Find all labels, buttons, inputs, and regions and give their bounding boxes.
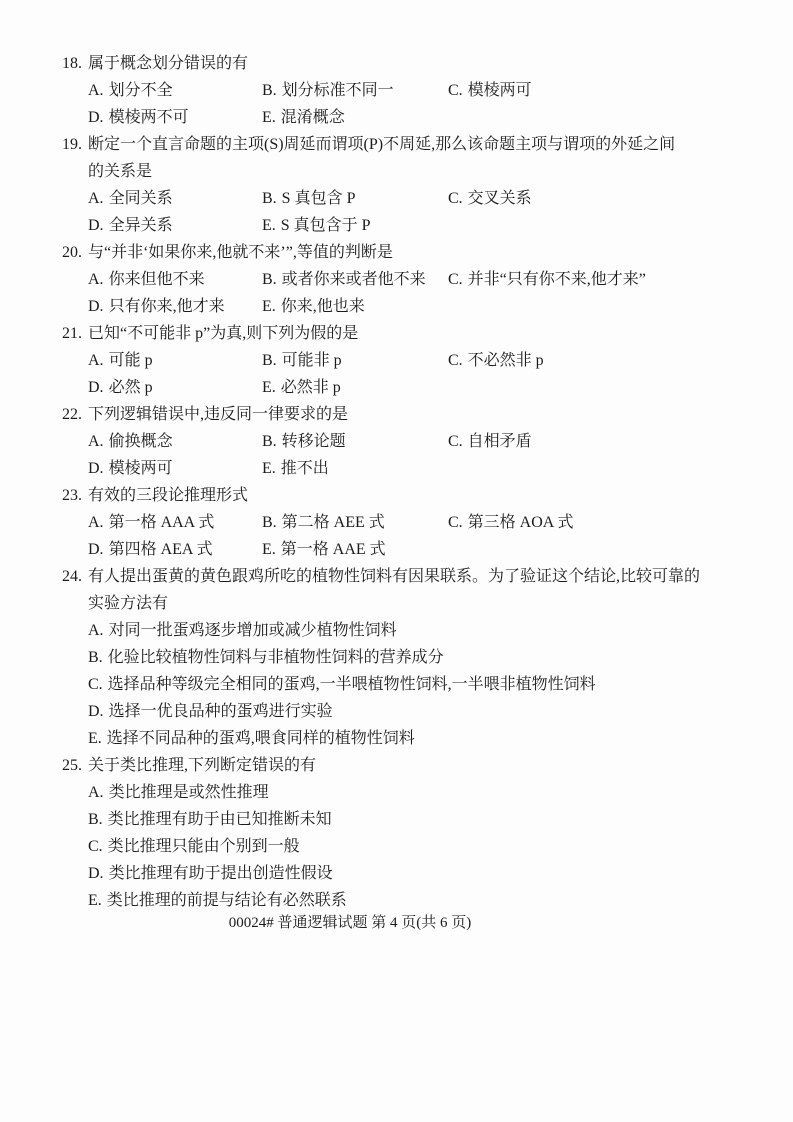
question-number: 21.: [62, 325, 82, 342]
option: [262, 185, 448, 212]
option-label: A.: [88, 190, 104, 207]
question-20: [62, 239, 737, 320]
option-label: C.: [88, 676, 103, 693]
option: [448, 77, 737, 104]
question-number: 19.: [62, 136, 82, 153]
option-text: 可能非 p: [281, 352, 342, 369]
question-number: 24.: [62, 568, 82, 585]
option: [448, 509, 737, 536]
question-21: [62, 320, 737, 401]
question-number: 22.: [62, 406, 82, 423]
option-label: C.: [448, 271, 463, 288]
option: [88, 860, 737, 887]
option: [262, 347, 448, 374]
question-stem: 与“并非‘如果你来,他就不来’”,等值的判断是: [88, 244, 393, 261]
option-label: A.: [88, 514, 104, 531]
option-text: 可能 p: [108, 352, 153, 369]
option-text: 自相矛盾: [467, 433, 532, 450]
option-text: 第一格 AAE 式: [280, 541, 386, 558]
option-label: D.: [88, 217, 104, 234]
option-label: E.: [88, 730, 102, 747]
option: [448, 266, 737, 293]
option-text: 转移论题: [281, 433, 346, 450]
option-text: 划分标准不同一: [281, 82, 394, 99]
option: [262, 266, 448, 293]
option: [262, 509, 448, 536]
option-label: D.: [88, 703, 104, 720]
option-label: B.: [262, 352, 277, 369]
question-stem: 属于概念划分错误的有: [88, 55, 249, 72]
option-label: E.: [262, 298, 276, 315]
option-label: B.: [262, 271, 277, 288]
question-stem: 下列逻辑错误中,违反同一律要求的是: [88, 406, 349, 423]
option: [88, 833, 737, 860]
option-label: C.: [448, 190, 463, 207]
question-22: [62, 401, 737, 482]
question-stem: 断定一个直言命题的主项(S)周延而谓项(P)不周延,那么该命题主项与谓项的外延之间: [88, 136, 676, 153]
option-text: 全同关系: [108, 190, 173, 207]
option-label: C.: [448, 82, 463, 99]
option-label: D.: [88, 298, 104, 315]
option-text: 不必然非 p: [467, 352, 544, 369]
option: [88, 698, 737, 725]
option: [448, 185, 737, 212]
question-stem: 已知“不可能非 p”为真,则下列为假的是: [88, 325, 359, 342]
option-text: 第二格 AEE 式: [281, 514, 385, 531]
option-text: 偷换概念: [108, 433, 173, 450]
option-text: 划分不全: [108, 82, 173, 99]
question-stem: 实验方法有: [88, 595, 169, 612]
option: [88, 212, 262, 239]
option-label: D.: [88, 109, 104, 126]
question-25: [62, 752, 737, 914]
option-text: 全异关系: [108, 217, 173, 234]
question-23: [62, 482, 737, 563]
option-text: 对同一批蛋鸡逐步增加或减少植物性饲料: [108, 622, 397, 639]
option-label: D.: [88, 379, 104, 396]
option: [262, 77, 448, 104]
option: [88, 536, 262, 563]
question-number: 25.: [62, 757, 82, 774]
option-label: B.: [88, 811, 103, 828]
option-label: C.: [448, 352, 463, 369]
option: [262, 428, 448, 455]
question-stem: 有效的三段论推理形式: [88, 487, 249, 504]
option: [88, 374, 262, 401]
question-number: 18.: [62, 55, 82, 72]
option: [88, 725, 737, 752]
option: [88, 266, 262, 293]
option-label: A.: [88, 82, 104, 99]
option-label: A.: [88, 784, 104, 801]
option: [448, 428, 737, 455]
option-label: A.: [88, 271, 104, 288]
option: [262, 536, 448, 563]
option-label: B.: [262, 514, 277, 531]
option-label: C.: [448, 514, 463, 531]
option-label: B.: [262, 433, 277, 450]
option: [88, 104, 262, 131]
option-label: B.: [88, 649, 103, 666]
option: [88, 779, 737, 806]
option: [88, 347, 262, 374]
option: [88, 806, 737, 833]
question-number: 20.: [62, 244, 82, 261]
option-text: 交叉关系: [467, 190, 532, 207]
option-label: A.: [88, 622, 104, 639]
option-text: 你来,他也来: [280, 298, 365, 315]
option: [88, 617, 737, 644]
option-text: 化验比较植物性饲料与非植物性饲料的营养成分: [107, 649, 444, 666]
option-label: B.: [262, 82, 277, 99]
option-text: 或者你来或者他不来: [281, 271, 426, 288]
option-label: D.: [88, 865, 104, 882]
option: [88, 509, 262, 536]
option: [88, 644, 737, 671]
option-label: E.: [262, 541, 276, 558]
question-stem: 关于类比推理,下列断定错误的有: [88, 757, 317, 774]
option-label: E.: [88, 892, 102, 909]
option-text: 类比推理的前提与结论有必然联系: [106, 892, 347, 909]
option-text: 并非“只有你不来,他才来”: [467, 271, 646, 288]
option-text: S 真包含 P: [281, 190, 356, 207]
option: [262, 293, 448, 320]
question-24: [62, 563, 737, 752]
option: [88, 77, 262, 104]
option-text: 类比推理有助于由已知推断未知: [107, 811, 332, 828]
option-label: C.: [88, 838, 103, 855]
option-text: 第一格 AAA 式: [108, 514, 215, 531]
option-label: A.: [88, 433, 104, 450]
option: [448, 347, 737, 374]
option-text: 模棱两可: [467, 82, 532, 99]
option-text: 第四格 AEA 式: [108, 541, 213, 558]
option-text: 模棱两可: [108, 460, 173, 477]
option-label: A.: [88, 352, 104, 369]
option-text: 必然 p: [108, 379, 153, 396]
option-text: 第三格 AOA 式: [467, 514, 574, 531]
option: [262, 212, 448, 239]
question-number: 23.: [62, 487, 82, 504]
page-footer: 00024# 普通逻辑试题 第 4 页(共 6 页): [228, 915, 472, 931]
option-text: 混淆概念: [280, 109, 345, 126]
option-text: 选择不同品种的蛋鸡,喂食同样的植物性饲料: [106, 730, 415, 747]
option-text: 只有你来,他才来: [108, 298, 225, 315]
option: [262, 455, 448, 482]
option-label: E.: [262, 109, 276, 126]
option-text: S 真包含于 P: [280, 217, 371, 234]
option-label: B.: [262, 190, 277, 207]
option: [88, 293, 262, 320]
exam-content: [62, 50, 737, 914]
option: [262, 104, 448, 131]
option: [88, 671, 737, 698]
option-text: 类比推理是或然性推理: [108, 784, 269, 801]
option: [262, 374, 448, 401]
option: [88, 455, 262, 482]
option-label: C.: [448, 433, 463, 450]
option-text: 选择品种等级完全相同的蛋鸡,一半喂植物性饲料,一半喂非植物性饲料: [107, 676, 596, 693]
option-text: 模棱两不可: [108, 109, 189, 126]
option-label: E.: [262, 217, 276, 234]
option-text: 类比推理有助于提出创造性假设: [108, 865, 333, 882]
option-label: E.: [262, 379, 276, 396]
question-stem: 的关系是: [88, 163, 153, 180]
question-18: [62, 50, 737, 131]
option-text: 选择一优良品种的蛋鸡进行实验: [108, 703, 333, 720]
option-text: 类比推理只能由个别到一般: [107, 838, 300, 855]
question-stem: 有人提出蛋黄的黄色跟鸡所吃的植物性饲料有因果联系。为了验证这个结论,比较可靠的: [88, 568, 701, 585]
option: [88, 428, 262, 455]
option-label: D.: [88, 460, 104, 477]
option-text: 必然非 p: [280, 379, 341, 396]
option-text: 你来但他不来: [108, 271, 205, 288]
option-label: E.: [262, 460, 276, 477]
option-text: 推不出: [280, 460, 329, 477]
option-label: D.: [88, 541, 104, 558]
question-19: [62, 131, 737, 239]
option: [88, 185, 262, 212]
